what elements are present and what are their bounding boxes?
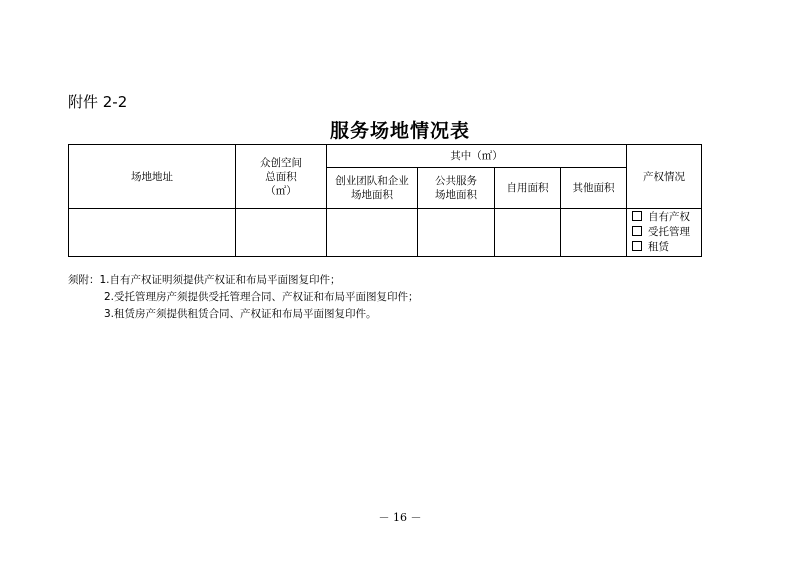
property-option-rented[interactable] — [632, 240, 701, 255]
attachment-label: 附件 2-2 — [68, 93, 128, 111]
header-public-area-line2: 场地面积 — [435, 189, 477, 201]
note-line-2: 2.受托管理房产须提供受托管理合同、产权证和布局平面图复印件； — [104, 291, 419, 303]
checkbox-icon[interactable] — [632, 226, 642, 236]
checkbox-icon[interactable] — [632, 241, 642, 251]
note-item: 1.自有产权证明须提供产权证和布局平面图复印件； — [99, 274, 341, 286]
page-number: － 16 － — [378, 511, 422, 524]
header-total-area-line1: 众创空间 — [260, 156, 302, 169]
header-public-area — [418, 168, 495, 209]
property-option-owned[interactable] — [632, 210, 701, 225]
header-team-area-line1: 创业团队和企业 — [335, 175, 409, 187]
cell-self-use-area[interactable] — [495, 209, 561, 257]
notes — [68, 272, 419, 323]
property-option-label: 租赁 — [648, 241, 669, 253]
header-total-area-line2: 总面积 — [265, 170, 297, 183]
cell-team-area[interactable] — [327, 209, 418, 257]
cell-total-area[interactable] — [236, 209, 327, 257]
header-team-area-line2: 场地面积 — [351, 189, 393, 201]
header-public-area-line1: 公共服务 — [435, 175, 477, 187]
cell-address[interactable] — [69, 209, 236, 257]
cell-other-area[interactable] — [561, 209, 627, 257]
page-title: 服务场地情况表 — [329, 120, 470, 142]
header-among: 其中（㎡） — [327, 145, 627, 168]
header-property: 产权情况 — [627, 145, 702, 209]
header-team-area — [327, 168, 418, 209]
cell-public-area[interactable] — [418, 209, 495, 257]
cell-property — [627, 209, 702, 257]
table-row — [69, 209, 702, 257]
property-option-label: 自有产权 — [648, 211, 690, 223]
checkbox-icon[interactable] — [632, 211, 642, 221]
header-address: 场地地址 — [69, 145, 236, 209]
header-total-area — [236, 145, 327, 209]
notes-prefix: 须附： — [68, 274, 100, 286]
header-other-area: 其他面积 — [561, 168, 627, 209]
header-self-use-area: 自用面积 — [495, 168, 561, 209]
note-line-1 — [68, 272, 419, 289]
venue-table — [68, 144, 702, 257]
property-option-label: 受托管理 — [648, 226, 690, 238]
property-option-managed[interactable] — [632, 225, 701, 240]
header-total-area-unit: （㎡） — [265, 184, 297, 197]
note-line-3: 3.租赁房产须提供租赁合同、产权证和布局平面图复印件。 — [104, 308, 377, 320]
